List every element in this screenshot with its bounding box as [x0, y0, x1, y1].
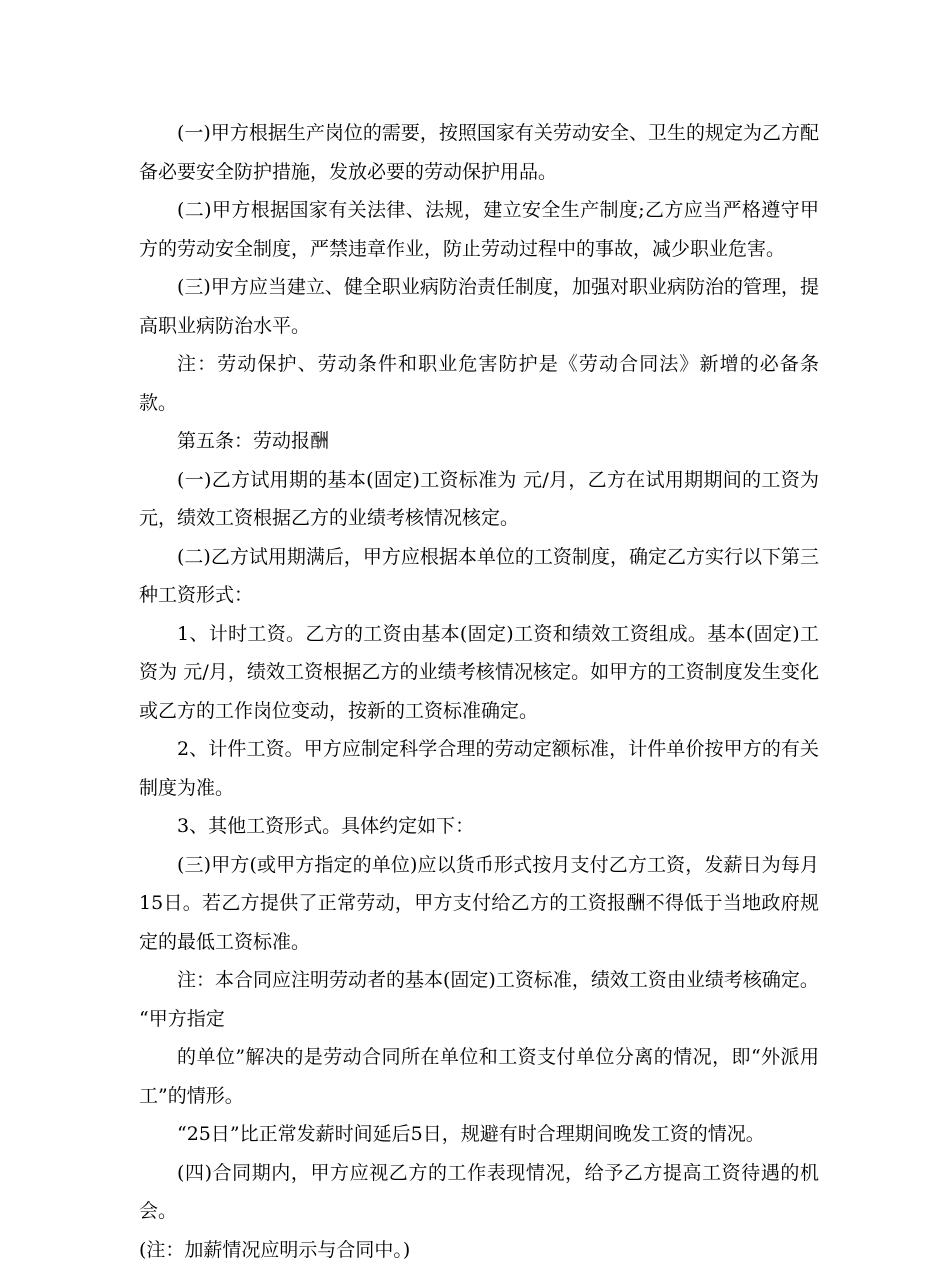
list-item-piece-wage: 2、计件工资。甲方应制定科学合理的劳动定额标准，计件单价按甲方的有关制度为准。	[139, 730, 819, 807]
paragraph-occupational-disease: (三)甲方应当建立、健全职业病防治责任制度，加强对职业病防治的管理，提高职业病防治水平。	[139, 268, 819, 345]
note-designated-unit-continued: 的单位”解决的是劳动合同所在单位和工资支付单位分离的情况，即“外派用工”的情形。	[139, 1038, 819, 1115]
paragraph-wage-form: (二)乙方试用期满后，甲方应根据本单位的工资制度，确定乙方实行以下第三种工资形式：	[139, 538, 819, 615]
section-heading-article-5: 第五条：劳动报酬	[139, 422, 819, 461]
document-body	[139, 114, 819, 1269]
paragraph-safety-rules: (二)甲方根据国家有关法律、法规，建立安全生产制度;乙方应当严格遵守甲方的劳动安全制度，严禁违章作业，防止劳动过程中的事故，减少职业危害。	[139, 191, 819, 268]
note-labor-protection: 注：劳动保护、劳动条件和职业危害防护是《劳动合同法》新增的必备条款。	[139, 345, 819, 422]
note-designated-unit-start: “甲方指定	[139, 1000, 819, 1039]
note-payday-delay: “25日”比正常发薪时间延后5日，规避有时合理期间晚发工资的情况。	[139, 1115, 819, 1154]
paragraph-probation-wage: (一)乙方试用期的基本(固定)工资标准为 元/月，乙方在试用期期间的工资为元，绩效工资根据乙方的业绩考核情况核定。	[139, 461, 819, 538]
list-item-hourly-wage: 1、计时工资。乙方的工资由基本(固定)工资和绩效工资组成。基本(固定)工资为 元/月，绩效工资根据乙方的业绩考核情况核定。如甲方的工资制度发生变化或乙方的工作岗位变动，按新的工资标准确定。	[139, 615, 819, 731]
paragraph-raise-opportunity: (四)合同期内，甲方应视乙方的工作表现情况，给予乙方提高工资待遇的机会。	[139, 1154, 819, 1231]
note-wage-standard: 注：本合同应注明劳动者的基本(固定)工资标准，绩效工资由业绩考核确定。	[139, 961, 819, 1000]
note-raise-in-contract: (注：加薪情况应明示与合同中。)	[139, 1231, 819, 1269]
paragraph-safety-equipment: (一)甲方根据生产岗位的需要，按照国家有关劳动安全、卫生的规定为乙方配备必要安全防护措施，发放必要的劳动保护用品。	[139, 114, 819, 191]
list-item-other-wage: 3、其他工资形式。具体约定如下：	[139, 807, 819, 846]
paragraph-payment-date: (三)甲方(或甲方指定的单位)应以货币形式按月支付乙方工资，发薪日为每月15日。若乙方提供了正常劳动，甲方支付给乙方的工资报酬不得低于当地政府规定的最低工资标准。	[139, 846, 819, 962]
